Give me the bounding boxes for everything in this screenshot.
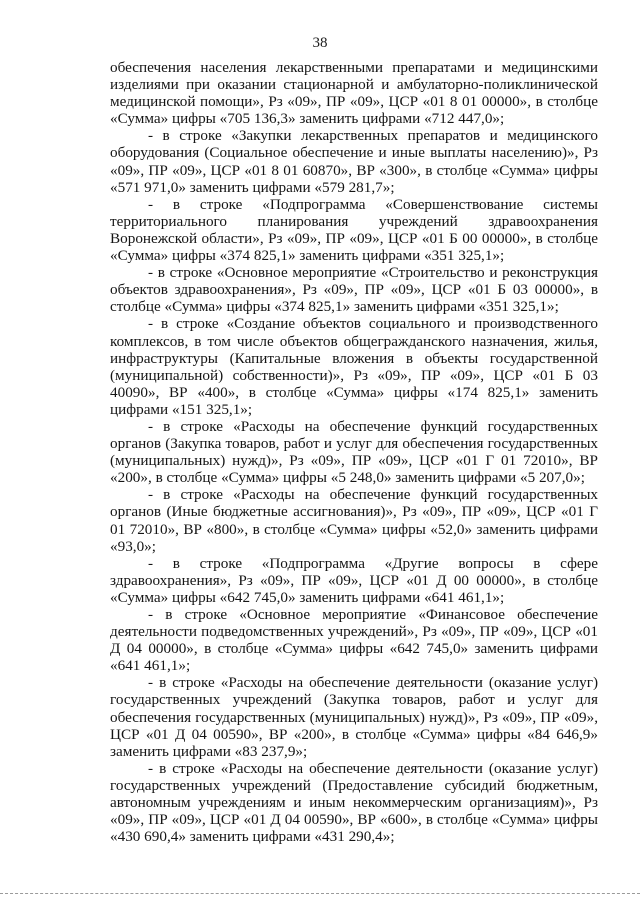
- paragraph-item: - в строке «Создание объектов социального и производственного комплексов, в том числе объектов общегражданского назначения, жилья, инфраструктуры (Капитальные вложения в объекты государственной (муниципальной) собственности)», Рз «09», ПР «09», ЦСР «01 Б 03 40090», ВР «400», в столбце «Сумма» цифры «174 825,1» заменить цифрами «151 325,1»;: [110, 315, 598, 418]
- paragraph-item: - в строке «Расходы на обеспечение деятельности (оказание услуг) государственных учреждений (Закупка товаров, работ и услуг для обеспечения государственных (муниципальных) нужд)», Рз «09», ПР «09», ЦСР «01 Д 04 00590», ВР «200», в столбце «Сумма» цифры «84 646,9» заменить цифрами «83 237,9»;: [110, 674, 598, 760]
- paragraph-continuation: обеспечения населения лекарственными препаратами и медицинскими изделиями при оказании стационарной и амбулаторно-поликлинической медицинской помощи», Рз «09», ПР «09», ЦСР «01 8 01 00000», в столбце «Сумма» цифры «705 136,3» заменить цифрами «712 447,0»;: [110, 59, 598, 128]
- document-body: [110, 59, 598, 845]
- paragraph-item: - в строке «Основное мероприятие «Финансовое обеспечение деятельности подведомственных учреждений», Рз «09», ПР «09», ЦСР «01 Д 04 00000», в столбце «Сумма» цифры «642 745,0» заменить цифрами «641 461,1»;: [110, 606, 598, 675]
- page-bottom-edge: [0, 893, 640, 894]
- paragraph-item: - в строке «Подпрограмма «Другие вопросы в сфере здравоохранения», Рз «09», ПР «09», ЦСР «01 Д 00 00000», в столбце «Сумма» цифры «642 745,0» заменить цифрами «641 461,1»;: [110, 554, 598, 606]
- paragraph-item: - в строке «Подпрограмма «Совершенствование системы территориального планирования учреждений здравоохранения Воронежской области», Рз «09», ПР «09», ЦСР «01 Б 00 00000», в столбце «Сумма» цифры «374 825,1» заменить цифрами «351 325,1»;: [110, 195, 598, 265]
- paragraph-item: - в строке «Расходы на обеспечение функций государственных органов (Иные бюджетные ассигнования)», Рз «09», ПР «09», ЦСР «01 Г 01 72010», ВР «800», в столбце «Сумма» цифры «52,0» заменить цифрами «93,0»;: [110, 486, 598, 555]
- paragraph-item: - в строке «Расходы на обеспечение деятельности (оказание услуг) государственных учреждений (Предоставление субсидий бюджетным, автономным учреждениям и иным некоммерческим организациям)», Рз «09», ПР «09», ЦСР «01 Д 04 00590», ВР «600», в столбце «Сумма» цифры «430 690,4» заменить цифрами «431 290,4»;: [110, 759, 598, 846]
- paragraph-item: - в строке «Основное мероприятие «Строительство и реконструкция объектов здравоохранения», Рз «09», ПР «09», ЦСР «01 Б 03 00000», в столбце «Сумма» цифры «374 825,1» заменить цифрами «351 325,1»;: [110, 264, 598, 316]
- page-number: 38: [312, 35, 328, 51]
- paragraph-item: - в строке «Расходы на обеспечение функций государственных органов (Закупка товаров, работ и услуг для обеспечения государственных (муниципальных) нужд)», Рз «09», ПР «09», ЦСР «01 Г 01 72010», ВР «200», в столбце «Сумма» цифры «5 248,0» заменить цифрами «5 207,0»;: [110, 417, 598, 487]
- paragraph-item: - в строке «Закупки лекарственных препаратов и медицинского оборудования (Социальное обеспечение и иные выплаты населению)», Рз «09», ПР «09», ЦСР «01 8 01 60870», ВР «300», в столбце «Сумма» цифры «571 971,0» заменить цифрами «579 281,7»;: [110, 127, 598, 196]
